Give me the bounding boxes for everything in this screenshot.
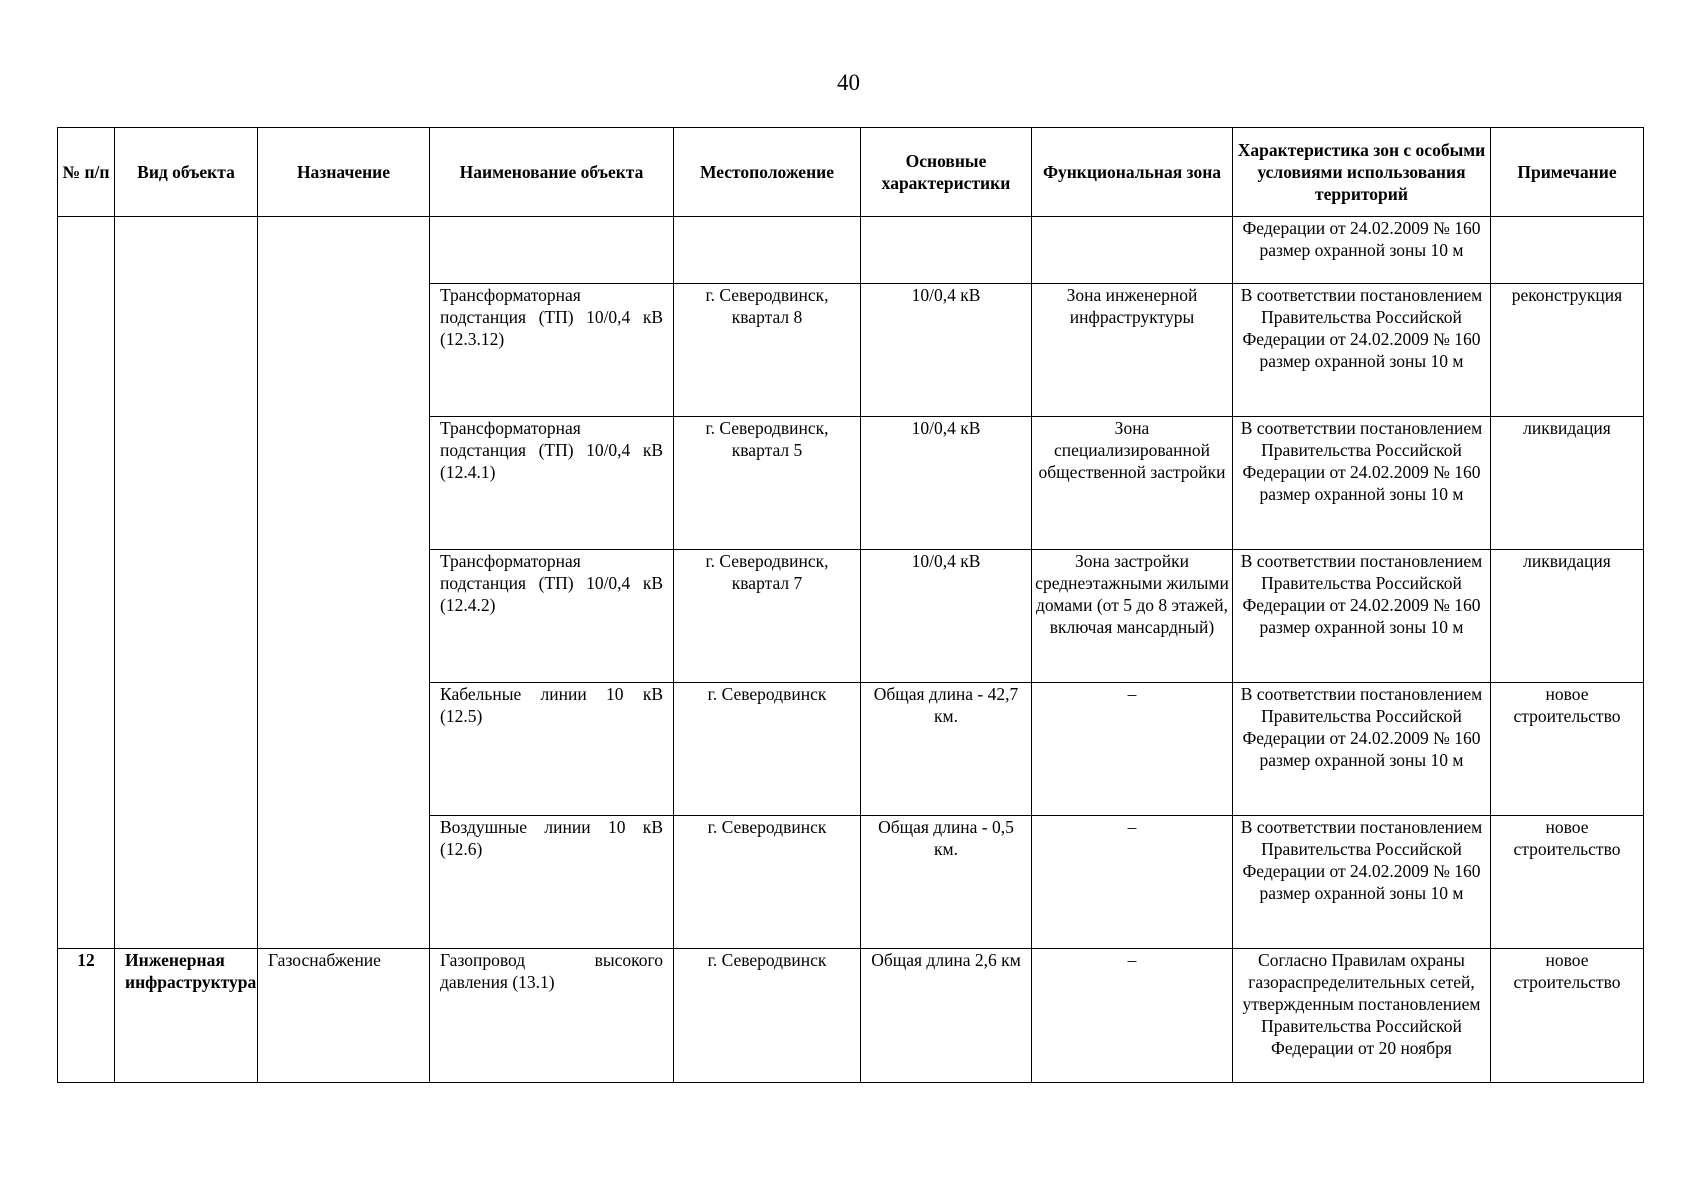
header-number: № п/п [58,128,115,217]
cell-note: новое строительство [1491,683,1644,816]
cell-characteristics: 10/0,4 кВ [861,417,1032,550]
cell-name: Трансформаторная подстанция (ТП) 10/0,4 кВ (12.3.12) [430,284,674,417]
cell-name: Воздушные линии 10 кВ (12.6) [430,816,674,949]
cell-purpose: Газоснабжение [258,949,430,1083]
cell-note [1491,217,1644,284]
header-kind: Вид объекта [115,128,258,217]
cell-zones: В соответствии постановлением Правительства Российской Федерации от 24.02.2009 № 160 размер охранной зоны 10 м [1233,683,1491,816]
header-characteristics: Основные характеристики [861,128,1032,217]
cell-kind-empty [115,217,258,949]
cell-location: г. Северодвинск [674,683,861,816]
cell-name: Трансформаторная подстанция (ТП) 10/0,4 кВ (12.4.2) [430,550,674,683]
header-name: Наименование объекта [430,128,674,217]
cell-location: г. Северодвинск, квартал 7 [674,550,861,683]
cell-note: ликвидация [1491,417,1644,550]
header-note: Примечание [1491,128,1644,217]
header-functional-zone: Функциональная зона [1032,128,1233,217]
page-number: 40 [837,70,860,95]
cell-location: г. Северодвинск [674,816,861,949]
cell-zones: Федерации от 24.02.2009 № 160 размер охранной зоны 10 м [1233,217,1491,284]
cell-characteristics: 10/0,4 кВ [861,284,1032,417]
cell-purpose-empty [258,217,430,949]
table-row [58,217,1644,284]
cell-functional-zone: – [1032,816,1233,949]
header-location: Местоположение [674,128,861,217]
table-row [58,949,1644,1083]
cell-functional-zone: Зона инженерной инфраструктуры [1032,284,1233,417]
cell-location: г. Северодвинск [674,949,861,1083]
cell-name [430,217,674,284]
cell-zones: В соответствии постановлением Правительства Российской Федерации от 24.02.2009 № 160 размер охранной зоны 10 м [1233,284,1491,417]
header-zones: Характеристика зон с особыми условиями использования территорий [1233,128,1491,217]
cell-kind: Инженерная инфраструктура [115,949,258,1083]
cell-location: г. Северодвинск, квартал 8 [674,284,861,417]
cell-number: 12 [58,949,115,1083]
cell-zones: В соответствии постановлением Правительства Российской Федерации от 24.02.2009 № 160 размер охранной зоны 10 м [1233,816,1491,949]
cell-characteristics: Общая длина - 0,5 км. [861,816,1032,949]
objects-table [57,127,1644,1083]
header-purpose: Назначение [258,128,430,217]
cell-functional-zone [1032,217,1233,284]
cell-functional-zone: – [1032,683,1233,816]
table-header-row [58,128,1644,217]
cell-functional-zone: Зона специализированной общественной застройки [1032,417,1233,550]
cell-number-empty [58,217,115,949]
cell-name: Газопровод высокого давления (13.1) [430,949,674,1083]
cell-zones: В соответствии постановлением Правительства Российской Федерации от 24.02.2009 № 160 размер охранной зоны 10 м [1233,417,1491,550]
cell-name: Трансформаторная подстанция (ТП) 10/0,4 кВ (12.4.1) [430,417,674,550]
cell-note: новое строительство [1491,816,1644,949]
cell-note: реконструкция [1491,284,1644,417]
cell-functional-zone: Зона застройки среднеэтажными жилыми домами (от 5 до 8 этажей, включая мансардный) [1032,550,1233,683]
cell-characteristics: 10/0,4 кВ [861,550,1032,683]
cell-location [674,217,861,284]
cell-characteristics [861,217,1032,284]
cell-zones: Согласно Правилам охраны газораспределительных сетей, утвержденным постановлением Правительства Российской Федерации от 20 ноября [1233,949,1491,1083]
cell-note: новое строительство [1491,949,1644,1083]
cell-characteristics: Общая длина 2,6 км [861,949,1032,1083]
cell-note: ликвидация [1491,550,1644,683]
cell-location: г. Северодвинск, квартал 5 [674,417,861,550]
cell-zones: В соответствии постановлением Правительства Российской Федерации от 24.02.2009 № 160 размер охранной зоны 10 м [1233,550,1491,683]
cell-name: Кабельные линии 10 кВ (12.5) [430,683,674,816]
cell-characteristics: Общая длина - 42,7 км. [861,683,1032,816]
cell-functional-zone: – [1032,949,1233,1083]
